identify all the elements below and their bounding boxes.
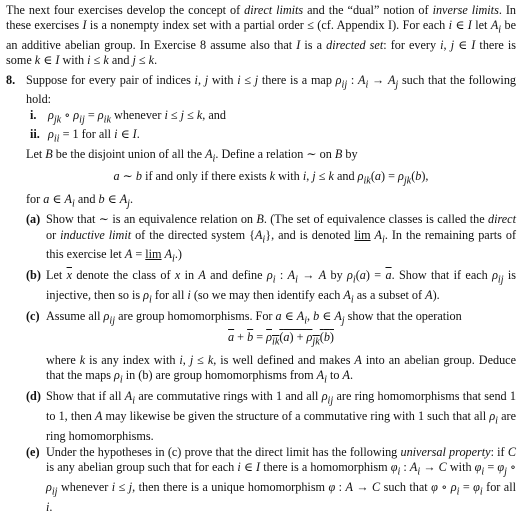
exercise-8 xyxy=(6,73,516,515)
part-d xyxy=(26,389,516,444)
condition-ii xyxy=(26,127,516,147)
part-a xyxy=(26,212,516,267)
exercise-lead: Suppose for every pair of indices i, j with i ≤ j there is a map $\rho_{ij}$ : $A_i \to A_j$ such that the following hold: xyxy=(26,72,517,107)
condition-text: $\rho_{ii} = 1$ for all i ∈ I. xyxy=(48,127,140,145)
part-label: (b) xyxy=(26,268,41,283)
part-label: (d) xyxy=(26,389,41,404)
part-text: Show that ∼ is an equivalence relation on B. (The set of equivalence classes is called the direct or inductive limit of the directed system $\{A_i\}$, and is denoted $\lim A_i$. In the remaining parts of this exercise let $A = \lim A_i$.) xyxy=(46,212,517,265)
part-label: (e) xyxy=(26,444,40,459)
part-text: Show that if all $A_i$ are commutative rings with 1 and all $\rho_{ij}$ are ring homomorphisms that send 1 to 1, then A may likewise be given the structure of a commutative ring with 1 such that all $\rho_i$ are ring homomorphisms. xyxy=(46,389,517,443)
for-clause: for a ∈ $A_i$ and b ∈ $A_j$. xyxy=(26,191,134,210)
part-text: Assume all $\rho_{ij}$ are group homomorphisms. For a ∈ $A_i$, b ∈ $A_j$ show that the operation xyxy=(46,308,462,326)
condition-label: ii. xyxy=(30,127,40,142)
part-b xyxy=(26,268,516,307)
part-body xyxy=(46,309,516,389)
part-label: (c) xyxy=(26,308,40,323)
part-c xyxy=(26,309,516,389)
intro-paragraph: The next four exercises develop the concept of direct limits and the “dual” notion of inverse limits. In these exercises I is a nonempty index set with a partial order ≤ (cf. Appendix I). For each i ∈ I let $A_i$ be an additive abelian group. In Exercise 8 assume also that I is a directed set: for every i, j ∈ I there is some k ∈ I with i ≤ k and j ≤ k. xyxy=(6,3,516,68)
part-e xyxy=(26,445,516,515)
define-relation: Let B be the disjoint union of all the $A_i$. Define a relation ∼ on B by xyxy=(26,147,358,165)
exercise-number: 8. xyxy=(6,72,16,87)
exercise-body xyxy=(26,73,516,515)
operation-formula: $\overline{a} + \overline{b} = \rho_{ik}(a) + \rho_{jk}(b)$ xyxy=(228,330,334,348)
condition-text: $\rho_{jk}$ ∘ $\rho_{ij} = \rho_{ik}$ whenever i ≤ j ≤ k, and xyxy=(48,107,226,126)
condition-label: i. xyxy=(30,107,37,122)
relation-display: a ∼ b if and only if there exists k with i, j ≤ k and $\rho_{ik}(a) = \rho_{jk}(b)$, xyxy=(113,168,429,187)
part-text: Under the hypotheses in (c) prove that the direct limit has the following universal property: if C is any abelian group such that for each i ∈ I there is a homomorphism $\varphi_i$ : $A_i \to C$ with $\varphi_i = \varphi_j$ ∘ $\rho_{ij}$ whenever i ≤ j, then there is a unique homomorphism φ : A → C such that φ ∘ $\rho_i = \varphi_i$ for all i. xyxy=(46,444,517,514)
part-text-after: where k is any index with i, j ≤ k, is well defined and makes A into an abelian group. Deduce that the maps $\rho_i$ in (b) are group homomorphisms from $A_i$ to A. xyxy=(46,353,516,386)
part-label: (a) xyxy=(26,212,41,227)
part-text: Let $\overline{x}$ denote the class of x in A and define $\rho_i$ : $A_i \to A$ by $\rho_i(a) = \overline{a}$. Show that if each $\rho_{ij}$ is injective, then so is $\rho_i$ for all i (so we may then identify each $A_i$ as a subset of A). xyxy=(46,268,517,306)
condition-i xyxy=(26,108,516,128)
